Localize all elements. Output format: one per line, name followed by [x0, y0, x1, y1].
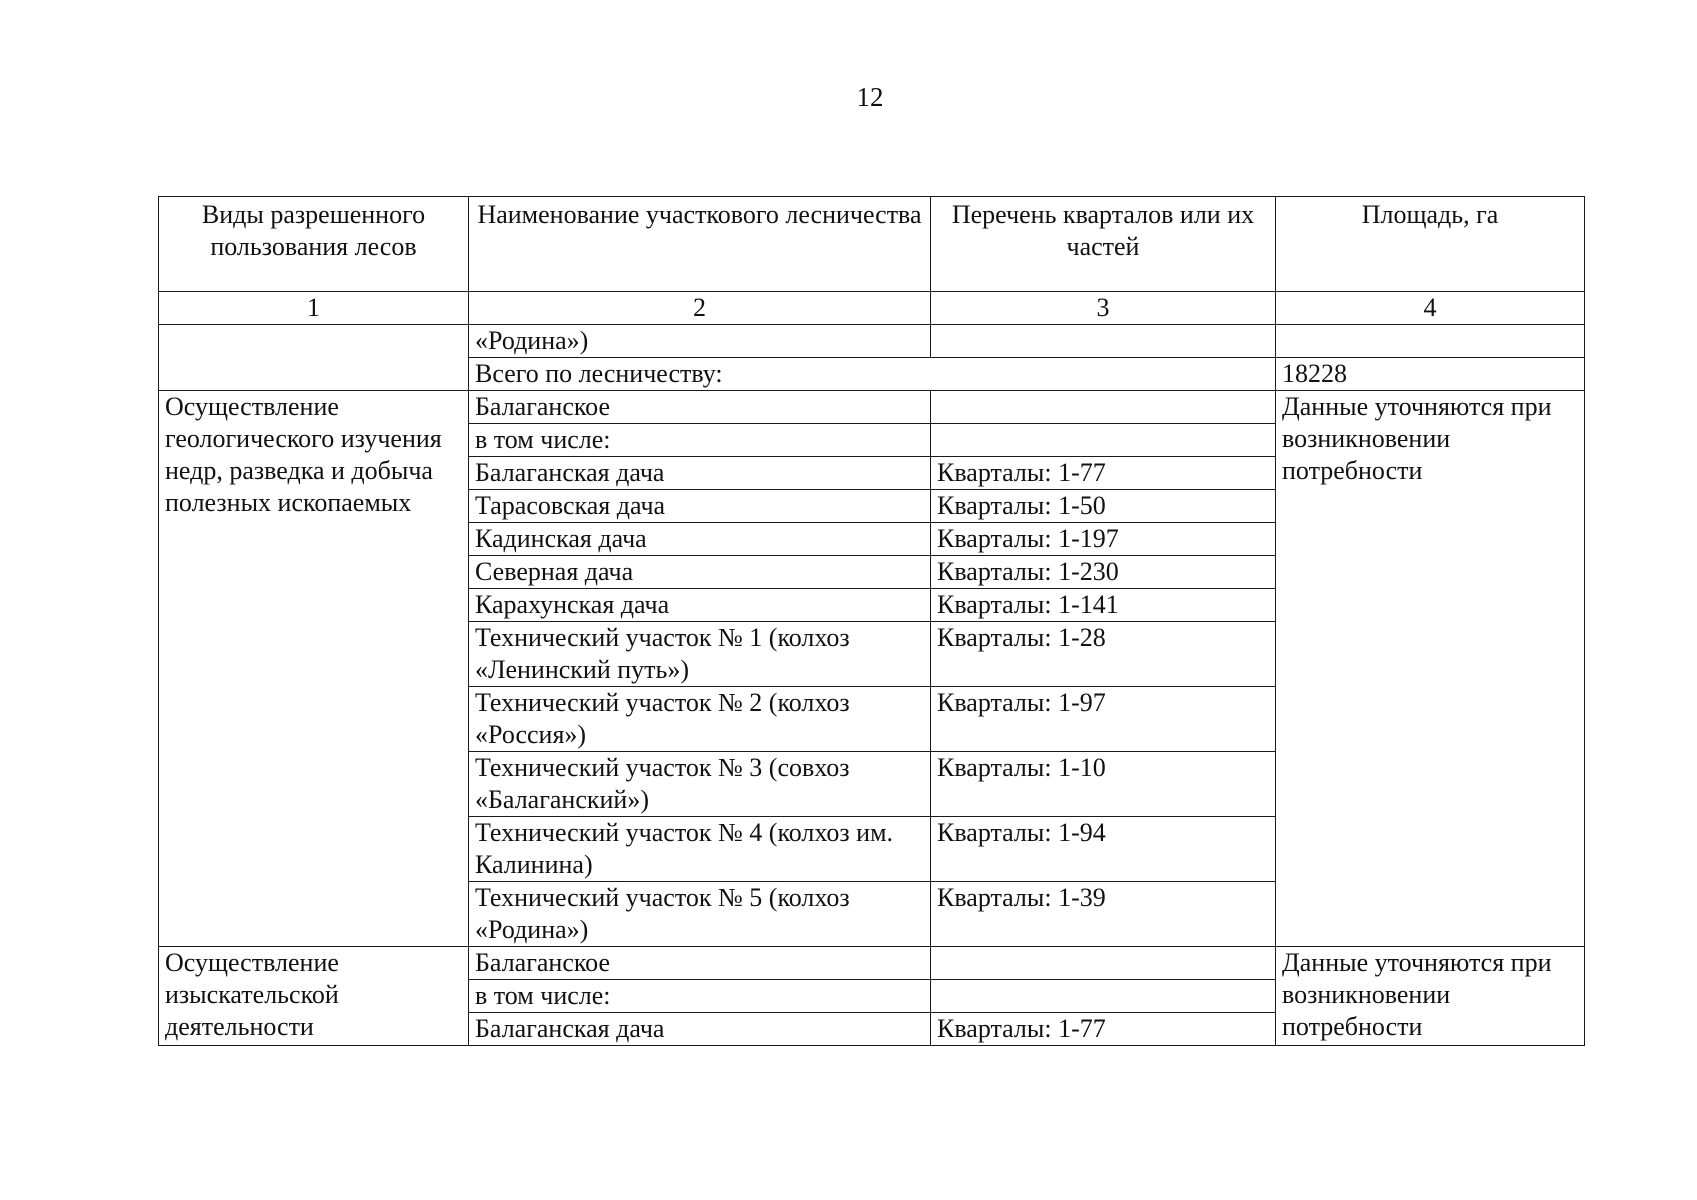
page-number: 12 — [856, 82, 884, 112]
quarters-cell: Кварталы: 1-197 — [931, 523, 1276, 556]
forestry-name-cell: Балаганское — [469, 391, 931, 424]
forestry-name-cell: Технический участок № 5 (колхоз «Родина») — [469, 882, 931, 947]
forestry-name-cell: Балаганское — [469, 947, 931, 980]
forestry-name-cell: Карахунская дача — [469, 589, 931, 622]
header-quarters-list: Перечень кварталов или их частей — [931, 197, 1276, 292]
forestry-name-cell: Балаганская дача — [469, 457, 931, 490]
forestry-name-cell: «Родина») — [469, 325, 931, 358]
quarters-cell: Кварталы: 1-141 — [931, 589, 1276, 622]
forestry-name-cell: Технический участок № 4 (колхоз им. Калинина) — [469, 817, 931, 882]
column-number-row — [159, 292, 1585, 325]
forestry-name-cell: Балаганская дача — [469, 1013, 931, 1046]
column-number: 4 — [1276, 292, 1585, 325]
quarters-cell — [931, 325, 1276, 358]
quarters-cell: Кварталы: 1-97 — [931, 687, 1276, 752]
area-note-cell: Данные уточняются при возникновении потребности — [1276, 947, 1585, 1046]
total-label-cell: Всего по лесничеству: — [469, 358, 1276, 391]
header-use-type: Виды разрешенного пользования лесов — [159, 197, 469, 292]
table-row — [159, 391, 1585, 424]
forestry-name-cell: Технический участок № 2 (колхоз «Россия») — [469, 687, 931, 752]
quarters-cell — [931, 391, 1276, 424]
quarters-cell: Кварталы: 1-230 — [931, 556, 1276, 589]
column-number: 2 — [469, 292, 931, 325]
quarters-cell: Кварталы: 1-39 — [931, 882, 1276, 947]
quarters-cell: Кварталы: 1-94 — [931, 817, 1276, 882]
quarters-cell: Кварталы: 1-50 — [931, 490, 1276, 523]
quarters-cell — [931, 947, 1276, 980]
header-row — [159, 197, 1585, 292]
forestry-name-cell: в том числе: — [469, 980, 931, 1013]
forestry-name-cell: Тарасовская дача — [469, 490, 931, 523]
quarters-cell — [931, 980, 1276, 1013]
area-note-cell: Данные уточняются при возникновении потребности — [1276, 391, 1585, 947]
forestry-name-cell: Кадинская дача — [469, 523, 931, 556]
quarters-cell — [931, 424, 1276, 457]
column-number: 3 — [931, 292, 1276, 325]
table-row — [159, 947, 1585, 980]
quarters-cell: Кварталы: 1-10 — [931, 752, 1276, 817]
quarters-cell: Кварталы: 1-28 — [931, 622, 1276, 687]
forestry-name-cell: в том числе: — [469, 424, 931, 457]
use-type-cell: Осуществление изыскательской деятельности — [159, 947, 469, 1046]
header-forestry-name: Наименование участкового лесничества — [469, 197, 931, 292]
table-row — [159, 325, 1585, 358]
header-area: Площадь, га — [1276, 197, 1585, 292]
quarters-cell: Кварталы: 1-77 — [931, 1013, 1276, 1046]
empty-use-type-cell — [159, 325, 469, 391]
forestry-name-cell: Технический участок № 3 (совхоз «Балаганский») — [469, 752, 931, 817]
forestry-name-cell: Северная дача — [469, 556, 931, 589]
quarters-cell: Кварталы: 1-77 — [931, 457, 1276, 490]
forest-use-table — [158, 196, 1585, 1046]
use-type-cell: Осуществление геологического изучения недр, разведка и добыча полезных ископаемых — [159, 391, 469, 947]
column-number: 1 — [159, 292, 469, 325]
area-cell — [1276, 325, 1585, 358]
forestry-name-cell: Технический участок № 1 (колхоз «Ленинский путь») — [469, 622, 931, 687]
total-value-cell: 18228 — [1276, 358, 1585, 391]
